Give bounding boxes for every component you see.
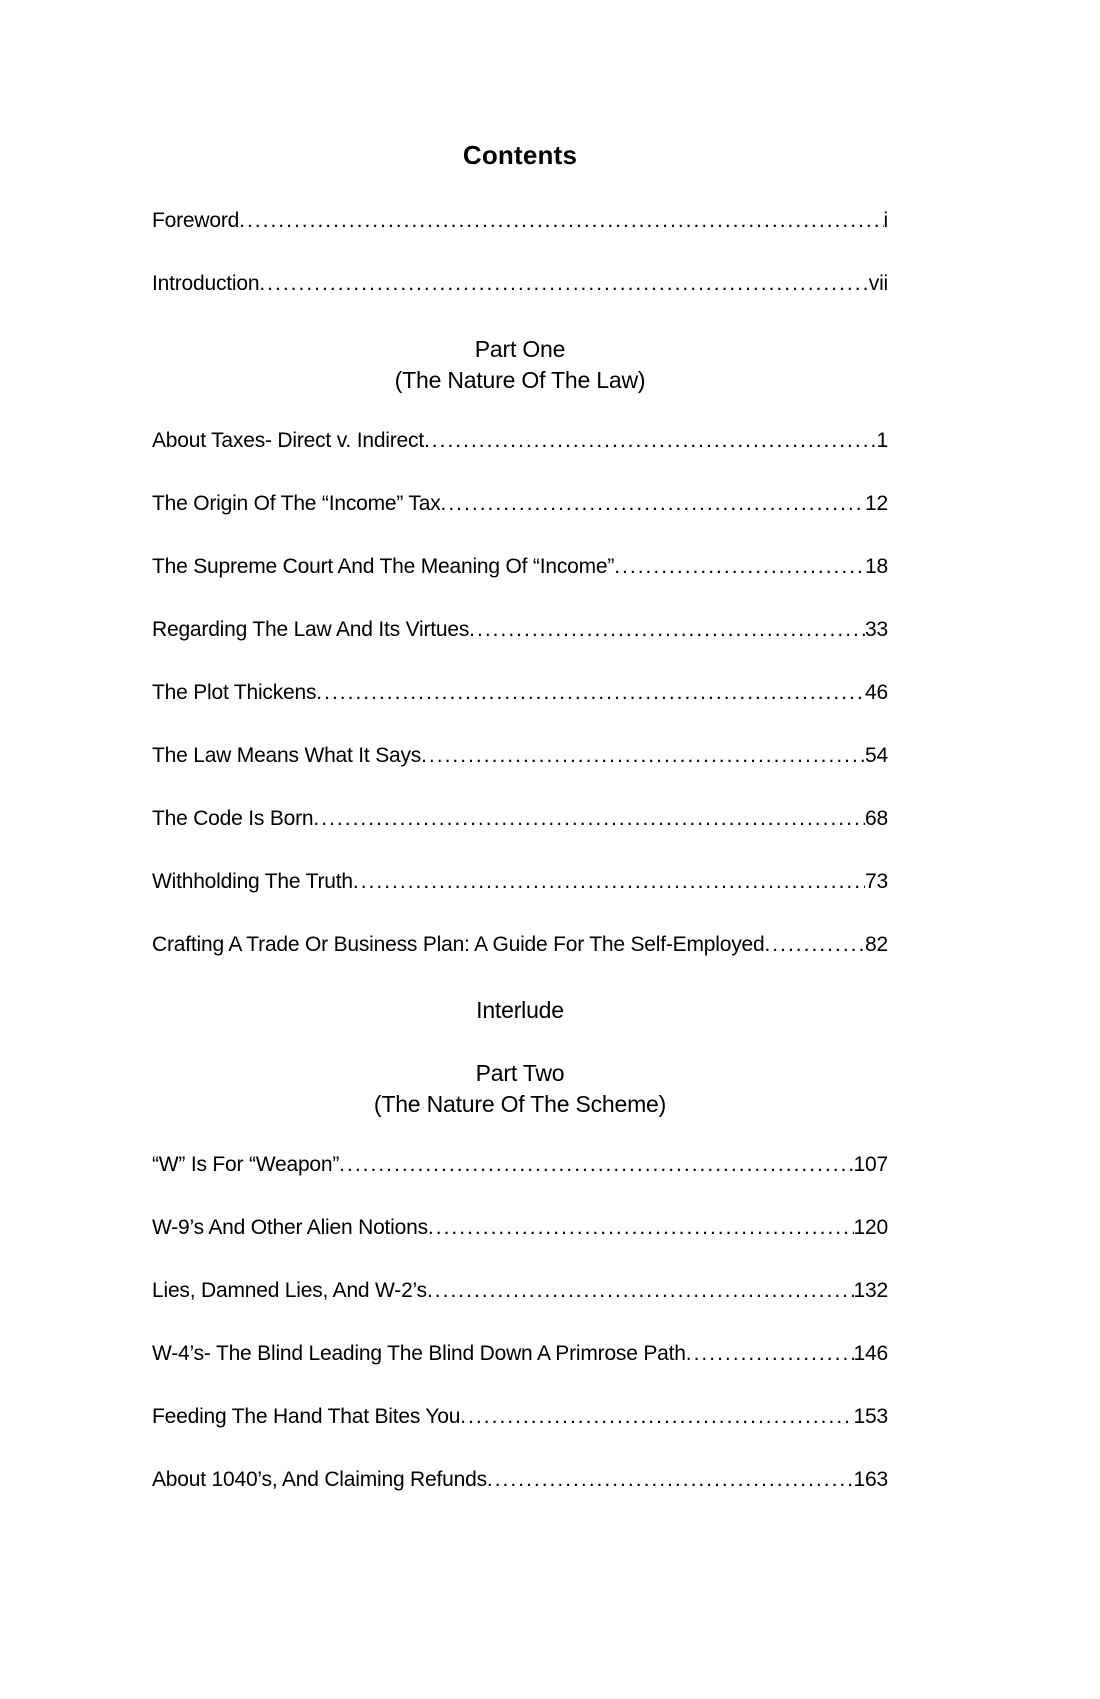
section-heading-subtitle: (The Nature Of The Law) (394, 367, 646, 393)
page-title: Contents (462, 140, 578, 170)
dot-leader (487, 1467, 854, 1493)
toc-entry-label: Feeding The Hand That Bites You (152, 1405, 461, 1428)
toc-entry (152, 1215, 888, 1241)
toc-entry-page: 153 (853, 1405, 888, 1428)
toc-entry (152, 1467, 888, 1493)
toc-entry-page: 107 (853, 1153, 888, 1176)
toc-entry (152, 680, 888, 706)
dot-leader (764, 932, 865, 958)
toc-entry-page: 132 (853, 1279, 888, 1302)
toc-entry (152, 428, 888, 454)
dot-leader (316, 680, 865, 706)
toc-entry (152, 1278, 888, 1304)
toc-entry-label: W-4’s- The Blind Leading The Blind Down A Primrose Path (152, 1342, 686, 1365)
dot-leader (313, 806, 865, 832)
toc-entry-page: 82 (865, 933, 888, 956)
toc-entry-page: 33 (865, 618, 888, 641)
toc-entry (152, 1152, 888, 1178)
dot-leader (421, 743, 865, 769)
toc-entry (152, 932, 888, 958)
toc-entry-page: 163 (853, 1468, 888, 1491)
toc-entry-label: Withholding The Truth (152, 870, 353, 893)
toc-entry-label: The Code Is Born (152, 807, 314, 830)
dot-leader (427, 1278, 854, 1304)
dot-leader (239, 208, 883, 234)
section-heading-title: Part One (474, 336, 566, 362)
toc-entry-page: 1 (876, 429, 888, 452)
dot-leader (614, 554, 865, 580)
dot-leader (339, 1152, 853, 1178)
toc-entry-label: Regarding The Law And Its Virtues (152, 618, 470, 641)
toc-entry-label: The Plot Thickens (152, 681, 317, 704)
section-heading-part-two (152, 1058, 888, 1120)
dot-leader (469, 617, 865, 643)
toc-entry-label: Introduction (152, 272, 260, 295)
section-heading-title: Part Two (475, 1060, 565, 1086)
toc-entry (152, 743, 888, 769)
toc-entry-label: About Taxes- Direct v. Indirect (152, 429, 424, 452)
section-heading-part-one (152, 334, 888, 396)
section-heading-title: Interlude (476, 997, 564, 1023)
section-heading-subtitle: (The Nature Of The Scheme) (373, 1091, 667, 1117)
dot-leader (424, 428, 877, 454)
toc-entry-label: The Origin Of The “Income” Tax (152, 492, 441, 515)
toc-entry-page: vii (868, 272, 888, 295)
toc-entry-page: 18 (865, 555, 888, 578)
toc-entry (152, 271, 888, 297)
toc-entry (152, 1404, 888, 1430)
section-heading-interlude (152, 995, 888, 1026)
toc-entry-label: About 1040’s, And Claiming Refunds (152, 1468, 487, 1491)
toc-entry-label: “W” Is For “Weapon” (152, 1153, 340, 1176)
toc-entry (152, 869, 888, 895)
toc-entry (152, 208, 888, 234)
toc-entry-page: 12 (865, 492, 888, 515)
toc-entry-page: 46 (865, 681, 888, 704)
dot-leader (460, 1404, 853, 1430)
toc-entry-page: i (883, 209, 888, 232)
dot-leader (259, 271, 868, 297)
toc-entry-label: Foreword (152, 209, 240, 232)
toc-entry (152, 491, 888, 517)
toc-entry (152, 1341, 888, 1367)
toc-entry-label: Crafting A Trade Or Business Plan: A Guide For The Self-Employed (152, 933, 765, 956)
toc-entry-page: 120 (853, 1216, 888, 1239)
dot-leader (353, 869, 865, 895)
toc-entry (152, 617, 888, 643)
toc-entry (152, 806, 888, 832)
toc-entry-page: 54 (865, 744, 888, 767)
toc-entry-page: 146 (853, 1342, 888, 1365)
toc-entry (152, 554, 888, 580)
dot-leader (428, 1215, 854, 1241)
toc-entry-label: Lies, Damned Lies, And W-2’s (152, 1279, 427, 1302)
dot-leader (686, 1341, 854, 1367)
toc-entry-page: 68 (865, 807, 888, 830)
toc-entry-label: The Law Means What It Says (152, 744, 422, 767)
dot-leader (441, 491, 866, 517)
toc-entry-label: The Supreme Court And The Meaning Of “Income” (152, 555, 615, 578)
toc-entry-page: 73 (865, 870, 888, 893)
toc-entry-label: W-9’s And Other Alien Notions (152, 1216, 428, 1239)
